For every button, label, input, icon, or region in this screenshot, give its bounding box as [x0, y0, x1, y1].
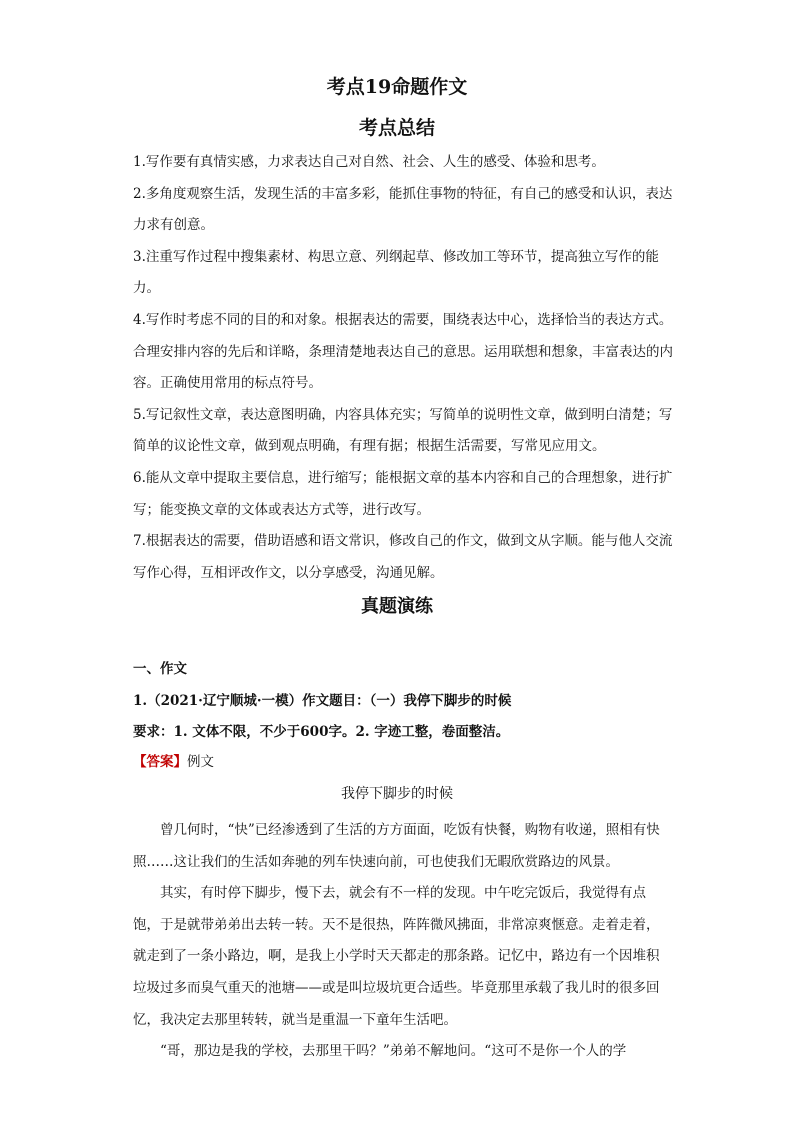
requirement-text: 要求：1. 文体不限，不少于600字。2. 字迹工整，卷面整洁。 — [133, 724, 510, 740]
essay-body — [133, 815, 661, 1068]
summary-point: 4.写作时考虑不同的目的和对象。根据表达的需要，围绕表达中心，选择恰当的表达方式。合理安排内容的先后和详略，条理清楚地表达自己的意思。运用联想和想象，丰富表达的内容。正确使用常用的标点符号。 — [133, 311, 673, 392]
summary-point: 5.写记叙性文章，表达意图明确，内容具体充实；写简单的说明性文章，做到明白清楚；写简单的议论性文章，做到观点明确，有理有据；根据生活需要，写常见应用文。 — [133, 406, 673, 455]
summary-point: 7.根据表达的需要，借助语感和语文常识，修改自己的作文，做到文从字顺。能与他人交流写作心得，互相评改作文，以分享感受，沟通见解。 — [133, 533, 673, 581]
practice-heading: 真题演练 — [361, 596, 433, 617]
essay-title: 我停下脚步的时候 — [341, 786, 453, 802]
summary-point: 1.写作要有真情实感，力求表达自己对自然、社会、人生的感受、体验和思考。 — [133, 154, 605, 170]
section-label: 一、作文 — [133, 661, 187, 677]
essay-paragraph: 其实，有时停下脚步，慢下去，就会有不一样的发现。中午吃完饭后，我觉得有点饱，于是就带弟弟出去转一转。天不是很热，阵阵微风拂面，非常凉爽惬意。走着走着，就走到了一条小路边，啊，是我上小学时天天都走的那条路。记忆中，路边有一个因堆积垃圾过多而臭气重天的池塘——或是叫垃圾坑更合适些。毕竟那里承载了我儿时的很多回忆，我决定去那里转转，就当是重温一下童年生活吧。 — [133, 885, 660, 1028]
essay-paragraph: 曾几何时，“快”已经渗透到了生活的方方面面，吃饭有快餐，购物有收递，照相有快照……这让我们的生活如奔驰的列车快速向前，可也使我们无暇欣赏路边的风景。 — [133, 822, 660, 870]
document-title: 考点19命题作文 — [326, 76, 468, 98]
answer-tag: 【答案】 — [133, 754, 187, 770]
summary-point: 2.多角度观察生活，发现生活的丰富多彩，能抓住事物的特征，有自己的感受和认识，表达力求有创意。 — [133, 185, 673, 234]
answer-label: 例文 — [187, 754, 214, 770]
summary-point: 6.能从文章中提取主要信息，进行缩写；能根据文章的基本内容和自己的合理想象，进行扩写；能变换文章的文体或表达方式等，进行改写。 — [133, 469, 673, 518]
question-text: 1.（2021·辽宁顺城·一模）作文题目：（一）我停下脚步的时候 — [133, 693, 512, 709]
summary-list — [133, 147, 673, 589]
answer-line — [133, 750, 693, 770]
summary-point: 3.注重写作过程中搜集素材、构思立意、列纲起草、修改加工等环节，提高独立写作的能力。 — [133, 248, 659, 297]
essay-paragraph: “哥，那边是我的学校，去那里干吗？”弟弟不解地问。“这可不是你一个人的学 — [160, 1043, 627, 1060]
summary-heading: 考点总结 — [358, 117, 435, 139]
